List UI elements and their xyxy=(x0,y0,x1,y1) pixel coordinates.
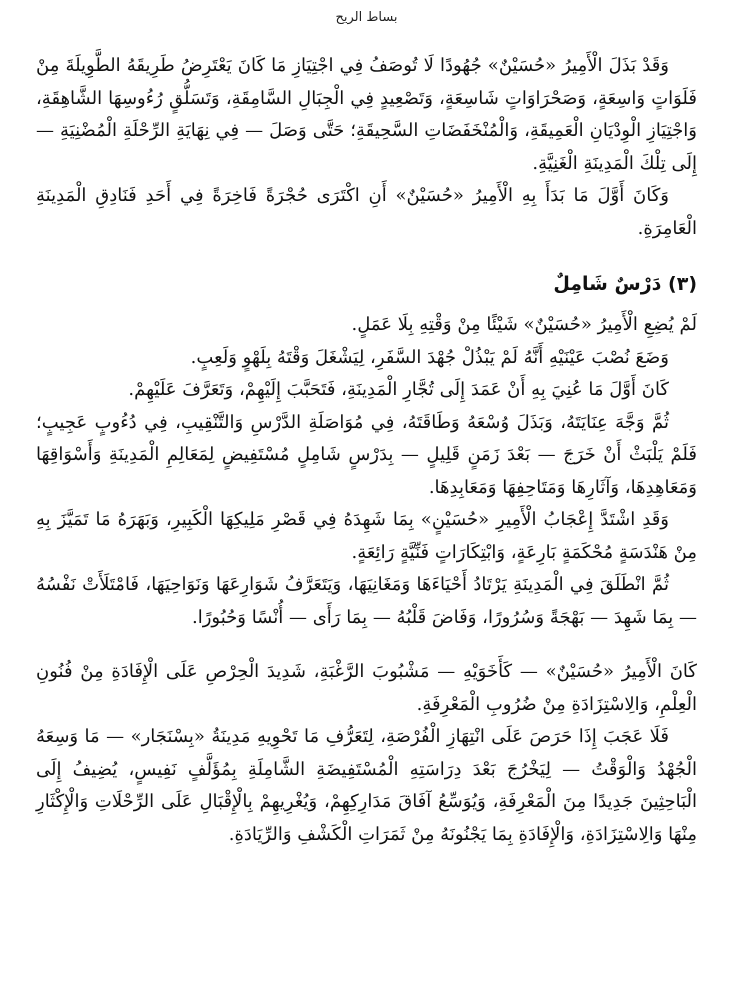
section-paragraph-1: لَمْ يُضِعِ الْأَمِيرُ «حُسَيْنٌ» شَيْئًا مِنْ وَقْتِهِ بِلَا عَمَلٍ. xyxy=(351,314,697,335)
section-paragraph-6: ثُمَّ انْطَلَقَ فِي الْمَدِينَةِ يَرْتَادُ أَحْيَاءَهَا وَمَغَانِيَهَا، وَيَتَعَرَّفُ شَوَارِعَهَا وَنَوَاحِيَهَا، فَامْتَلَأَتْ نَفْسُهُ — بِمَا شَهِدَ — بَهْجَةً وَسُرُورًا، وَفَاضَ قَلْبُهُ — بِمَا رَأَى — أُنْسًا وَحُبُورًا. xyxy=(36,574,697,628)
intro-block xyxy=(36,50,697,245)
section-paragraph-5: وَقَدِ اشْتَدَّ إِعْجَابُ الْأَمِيرِ «حُسَيْنٍ» بِمَا شَهِدَهُ فِي قَصْرِ مَلِيكِهَا الْكَبِيرِ، وَبَهَرَهُ مَا تَمَيَّزَ بِهِ مِنْ هَنْدَسَةٍ مُحْكَمَةٍ بَارِعَةٍ، وَابْتِكَارَاتٍ فَنِّيَّةٍ رَائِعَةٍ. xyxy=(36,509,697,563)
intro-paragraph-1: وَقَدْ بَذَلَ الْأَمِيرُ «حُسَيْنٌ» جُهُودًا لَا تُوصَفُ فِي اجْتِيَازِ مَا كَانَ يَعْتَرِضُ طَرِيقَهُ الطَّوِيلَةَ مِنْ فَلَوَاتٍ وَاسِعَةٍ، وَصَحْرَاوَاتٍ شَاسِعَةٍ، وَتَصْعِيدٍ فِي الْجِبَالِ السَّامِقَةِ، وَتَسَلُّقٍ رُءُوسِهَا الشَّاهِقَةِ، وَاجْتِيَازِ الْوِدْيَانِ الْعَمِيقَةِ، وَالْمُنْخَفَضَاتِ السَّحِيقَةِ؛ حَتَّى وَصَلَ — فِي نِهَايَةِ الرِّحْلَةِ الْمُضْنِيَةِ — إِلَى تِلْكَ الْمَدِينَةِ الْغَنِيَّةِ. xyxy=(36,55,697,174)
section-heading: (٣) دَرْسٌ شَامِلٌ xyxy=(553,273,697,295)
section-body xyxy=(36,309,697,634)
intro-paragraph-2: وَكَانَ أَوَّلَ مَا بَدَأَ بِهِ الْأَمِيرُ «حُسَيْنٌ» أَنِ اكْتَرَى حُجْرَةً فَاخِرَةً فِي أَحَدِ فَنَادِقِ الْمَدِينَةِ الْعَامِرَةِ. xyxy=(36,185,697,239)
closing-block xyxy=(36,656,697,851)
running-header: بساط الريح xyxy=(335,10,398,25)
section-paragraph-3: كَانَ أَوَّلَ مَا عُنِيَ بِهِ أَنْ عَمَدَ إِلَى تُجَّارِ الْمَدِينَةِ، فَتَحَبَّبَ إِلَيْهِمْ، وَتَعَرَّفَ عَلَيْهِمْ. xyxy=(128,379,669,400)
closing-paragraph-2: فَلَا عَجَبَ إِذَا حَرَصَ عَلَى انْتِهَازِ الْفُرْصَةِ، لِتَعَرُّفِ مَا تَحْوِيهِ مَدِينَةُ «بِسْنَجَار» — مَا وَسِعَهُ الْجُهْدُ وَالْوَقْتُ — لِيَخْرُجَ بَعْدَ دِرَاسَتِهِ الْمُسْتَفِيضَةِ الشَّامِلَةِ بِمُؤَلَّفٍ نَفِيسٍ، يُضِيفُ إِلَى الْبَاحِثِينَ جَدِيدًا مِنَ الْمَعْرِفَةِ، وَيُوَسِّعُ آفَاقَ مَدَارِكِهِمْ، وَيُغْرِيهِمْ بِالْإِقْبَالِ عَلَى الرِّحْلَاتِ وَالْإِكْثَارِ مِنْهَا وَالِاسْتِزَادَةِ، وَالْإِفَادَةِ بِمَا يَجْنُونَهُ مِنْ ثَمَرَاتِ الْكَشْفِ وَالرِّيَادَةِ. xyxy=(36,726,697,845)
closing-paragraph-1: كَانَ الْأَمِيرُ «حُسَيْنٌ» — كَأَخَوَيْهِ — مَشْبُوبَ الرَّغْبَةِ، شَدِيدَ الْحِرْصِ عَلَى الْإِفَادَةِ مِنْ فُنُونِ الْعِلْمِ، وَالِاسْتِزَادَةِ مِنْ ضُرُوبِ الْمَعْرِفَةِ. xyxy=(36,661,697,715)
section-paragraph-2: وَضَعَ نُصْبَ عَيْنَيْهِ أَنَّهُ لَمْ يَبْذُلْ جُهْدَ السَّفَرِ، لِيَشْغَلَ وَقْتَهُ بِلَهْوٍ وَلَعِبٍ. xyxy=(190,346,669,368)
section-paragraph-4: ثُمَّ وَجَّهَ عِنَايَتَهُ، وَبَذَلَ وُسْعَهُ وَطَاقَتَهُ، فِي مُوَاصَلَةِ الدَّرْسِ وَالتَّنْقِيبِ، فِي دُءُوبٍ عَجِيبٍ؛ فَلَمْ يَلْبَثْ أَنْ خَرَجَ — بَعْدَ زَمَنٍ قَلِيلٍ — بِدَرْسٍ شَامِلٍ مُسْتَفِيضٍ لِمَعَالِمِ الْمَدِينَةِ وَأَسْوَاقِهَا وَمَعَاهِدِهَا، وَآثَارِهَا وَمَتَاحِفِهَا وَمَعَابِدِهَا. xyxy=(36,411,697,498)
